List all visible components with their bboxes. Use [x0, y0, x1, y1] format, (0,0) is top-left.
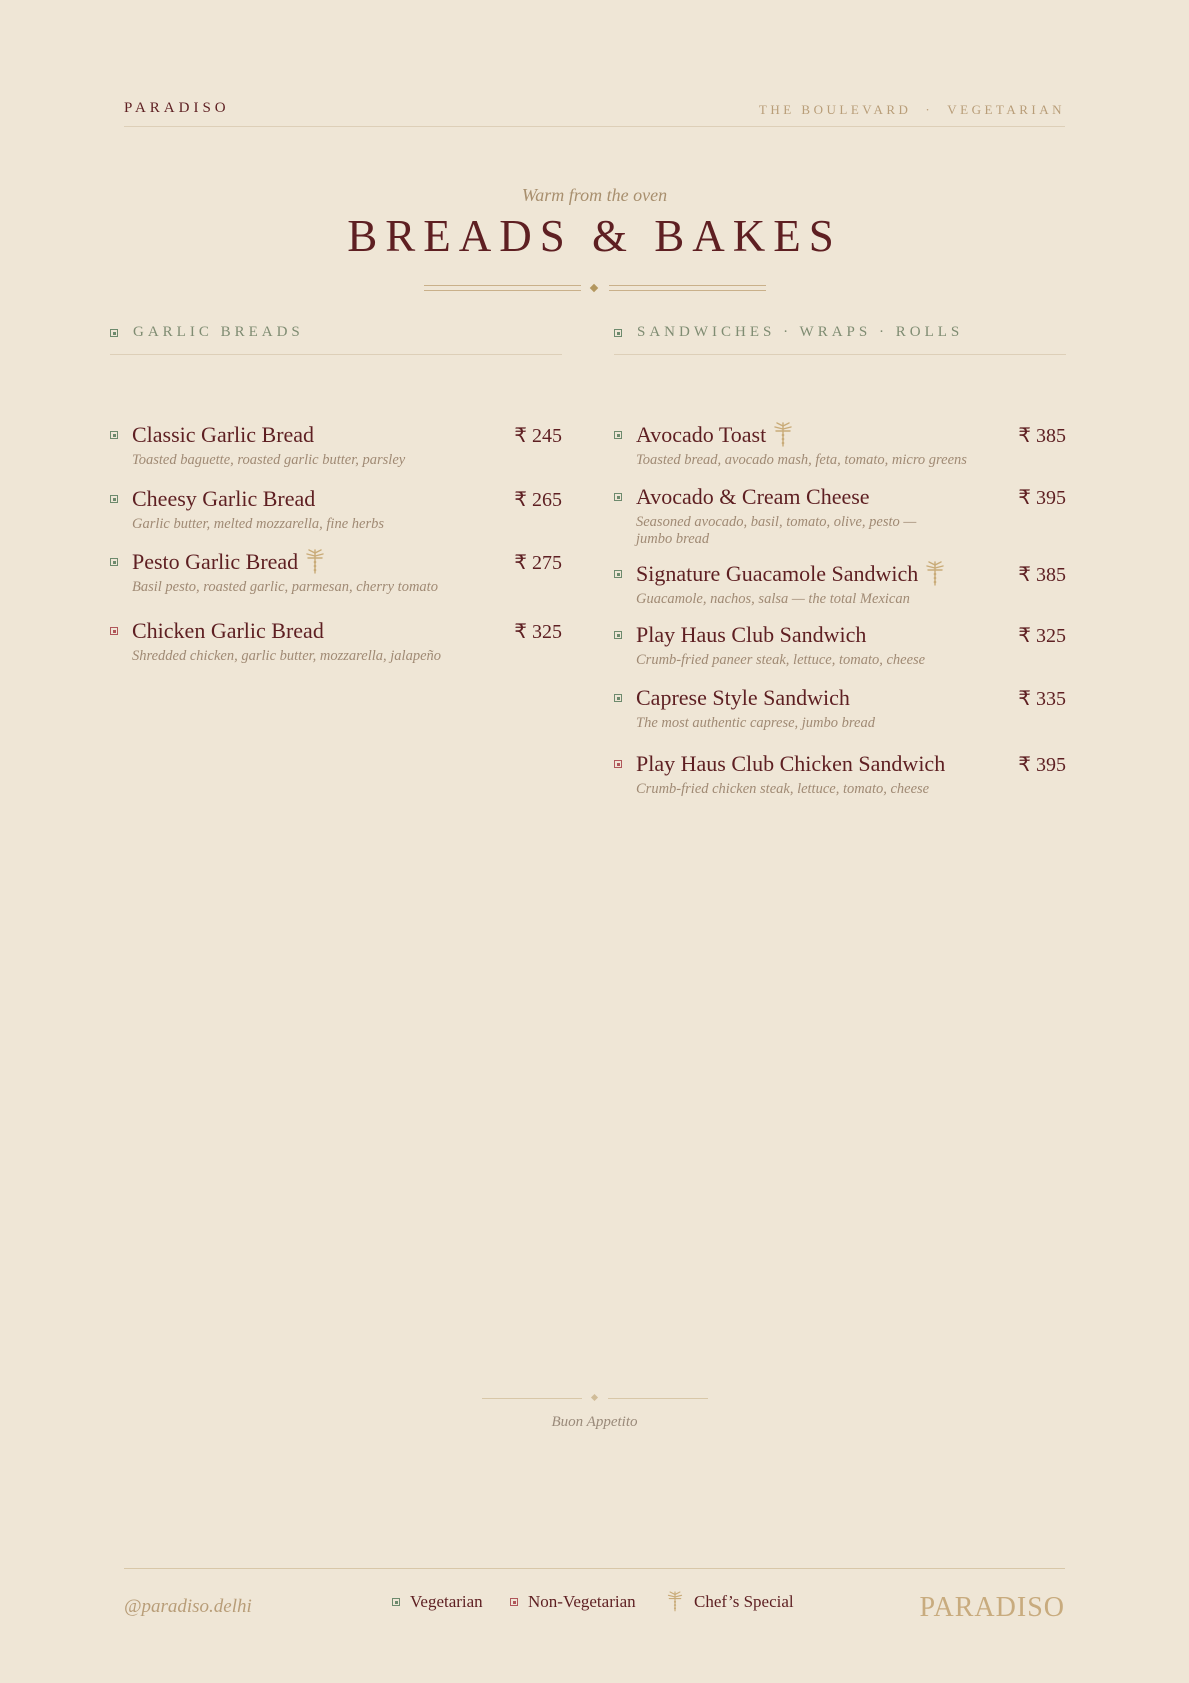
veg-square-icon: [110, 431, 118, 439]
footer-ornament: [482, 1394, 708, 1404]
ornament-line-right: [608, 1398, 708, 1399]
item-price: ₹ 325: [514, 621, 562, 643]
section-sandwiches: [614, 322, 1066, 797]
veg-square-icon: [614, 694, 622, 702]
item-name: Chicken Garlic Bread: [132, 618, 324, 643]
item-price: ₹ 335: [1018, 688, 1066, 710]
veg-square-icon: [110, 558, 118, 566]
item-price: ₹ 325: [1018, 625, 1066, 647]
menu-item: [614, 622, 1066, 672]
item-price: ₹ 245: [514, 425, 562, 447]
menu-item: [110, 549, 562, 599]
item-desc: Toasted bread, avocado mash, feta, tomato, micro greens: [636, 452, 967, 468]
menu-item: [614, 685, 1066, 735]
closing-text: Buon Appetito: [551, 1414, 638, 1430]
item-name: Play Haus Club Chicken Sandwich: [636, 751, 946, 776]
item-desc: Toasted baguette, roasted garlic butter, parsley: [132, 452, 406, 468]
veg-square-icon: [614, 329, 622, 337]
separator-dot: ·: [925, 102, 934, 117]
item-name: Avocado & Cream Cheese: [636, 484, 870, 509]
ornament-diamond: [590, 284, 598, 292]
item-price: ₹ 395: [1018, 487, 1066, 509]
nonveg-square-icon: [510, 1598, 518, 1606]
nonveg-square-icon: [110, 627, 118, 635]
veg-square-icon: [392, 1598, 400, 1606]
item-desc: Crumb-fried paneer steak, lettuce, tomato, cheese: [636, 652, 926, 668]
top-bar: [124, 98, 1065, 127]
item-price: ₹ 385: [1018, 425, 1066, 447]
item-desc: Garlic butter, melted mozzarella, fine herbs: [132, 516, 384, 532]
chef-special-icon: [304, 547, 326, 581]
item-desc: Seasoned avocado, basil, tomato, olive, pesto — jumbo bread: [636, 514, 917, 547]
item-name: Pesto Garlic Bread: [132, 549, 326, 581]
item-desc: Crumb-fried chicken steak, lettuce, tomato, cheese: [636, 781, 930, 797]
item-name: Cheesy Garlic Bread: [132, 486, 316, 511]
item-name: Avocado Toast: [636, 422, 794, 454]
veg-square-icon: [614, 493, 622, 501]
item-desc: Shredded chicken, garlic butter, mozzarella, jalapeño: [132, 648, 442, 664]
section-garlic-breads: [110, 322, 562, 664]
menu-item: [614, 484, 1066, 550]
section-title: GARLIC BREADS: [133, 324, 304, 340]
menu-item: [110, 422, 562, 472]
legend-special-label: Chef’s Special: [694, 1592, 794, 1611]
item-price: ₹ 385: [1018, 564, 1066, 586]
item-desc: Guacamole, nachos, salsa — the total Mexican: [636, 591, 910, 607]
item-name: Caprese Style Sandwich: [636, 685, 850, 710]
item-name: Classic Garlic Bread: [132, 422, 315, 447]
legend-veg-label: Vegetarian: [410, 1592, 483, 1611]
item-desc: The most authentic caprese, jumbo bread: [636, 715, 875, 731]
page-title: BREADS & BAKES: [347, 211, 842, 261]
footer-rule: [124, 1568, 1065, 1569]
top-right-info: [759, 102, 1065, 118]
location-label: THE BOULEVARD: [758, 102, 912, 117]
footer-logo: PARADISO: [919, 1592, 1065, 1623]
veg-square-icon: [110, 495, 118, 503]
item-desc: Basil pesto, roasted garlic, parmesan, cherry tomato: [132, 579, 438, 595]
chef-special-icon: [772, 420, 794, 454]
ornament-line-left: [482, 1398, 582, 1399]
menu-item: [614, 561, 1066, 611]
title-ornament: [424, 284, 766, 292]
veg-square-icon: [614, 431, 622, 439]
nonveg-square-icon: [614, 760, 622, 768]
chef-special-icon: [666, 1588, 684, 1619]
veg-square-icon: [614, 570, 622, 578]
menu-item: [614, 422, 1066, 472]
social-handle: @paradiso.delhi: [124, 1596, 252, 1617]
chef-special-icon: [924, 559, 946, 593]
legend-nonveg-label: Non-Vegetarian: [528, 1592, 636, 1611]
menu-item: [614, 751, 1066, 801]
section-header: [110, 322, 562, 355]
ornament-line-right: [609, 285, 766, 291]
title-kicker: Warm from the oven: [521, 185, 668, 205]
menu-type-label: VEGETARIAN: [947, 102, 1065, 117]
menu-item: [110, 618, 562, 668]
veg-square-icon: [110, 329, 118, 337]
ornament-diamond: [591, 1394, 598, 1401]
item-name: Signature Guacamole Sandwich: [636, 561, 946, 593]
item-price: ₹ 275: [514, 552, 562, 574]
section-header: [614, 322, 1066, 355]
ornament-line-left: [424, 285, 581, 291]
menu-item: [110, 486, 562, 536]
item-price: ₹ 395: [1018, 754, 1066, 776]
item-price: ₹ 265: [514, 489, 562, 511]
brand-name: PARADISO: [124, 100, 230, 116]
section-title: SANDWICHES · WRAPS · ROLLS: [637, 324, 964, 340]
veg-square-icon: [614, 631, 622, 639]
item-name: Play Haus Club Sandwich: [636, 622, 867, 647]
